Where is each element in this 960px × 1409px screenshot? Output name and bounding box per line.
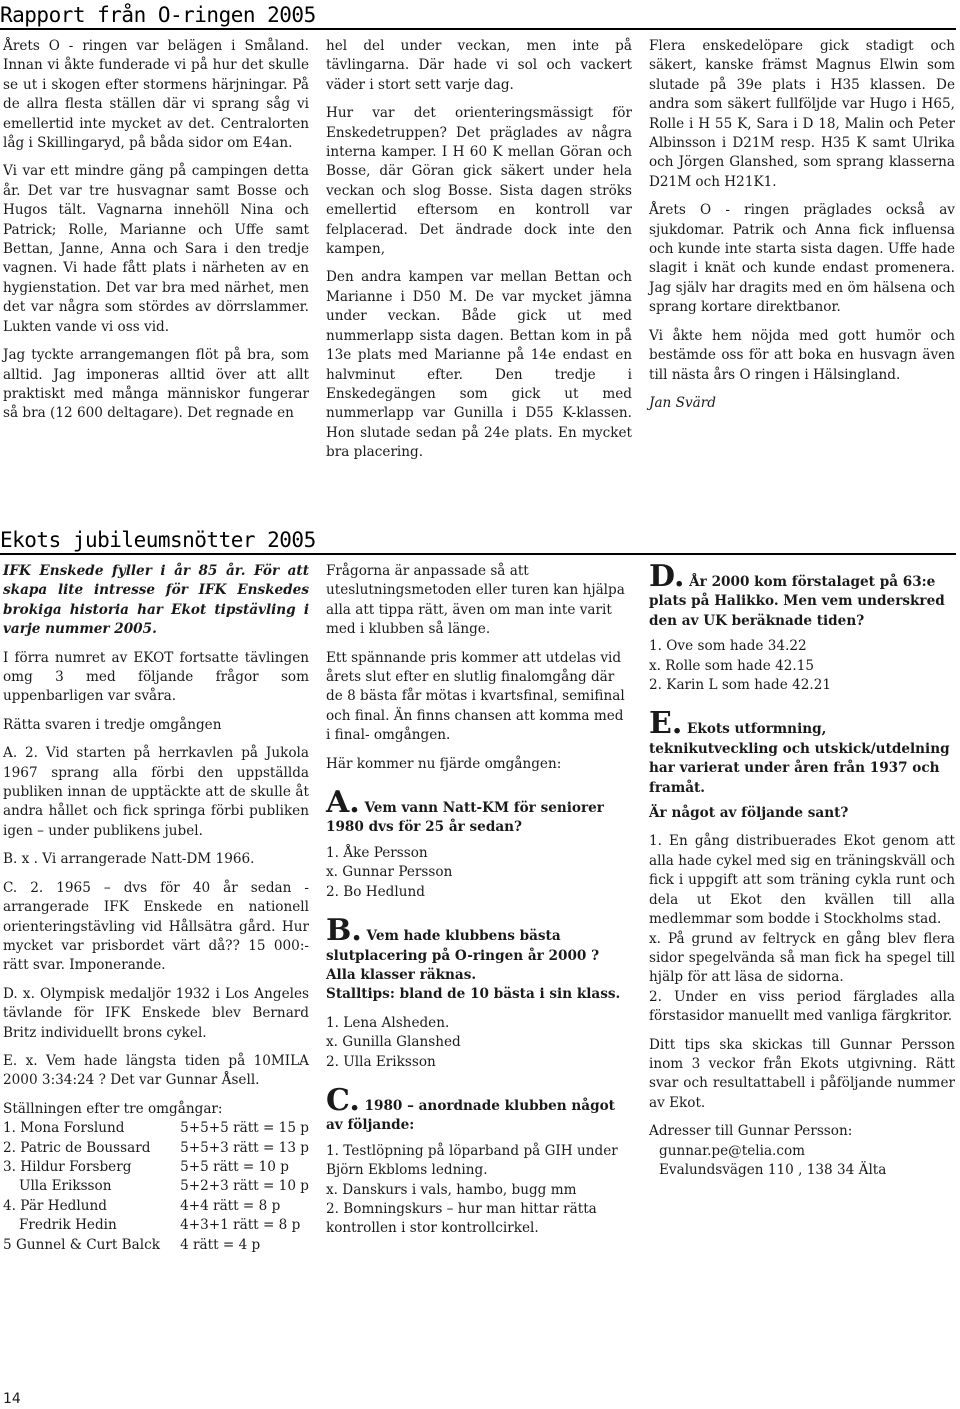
rapport-paragraph: Vi var ett mindre gäng på campingen detta år. Det var tre husvagnar samt Bosse och Hugos tält. Vagnarna innehöll Nina och Patrick; Rolle, Marianne och Uffe samt Bettan, Janne, Anna och Sara i den tredje vagnen. Vi hade fått plats i närheten av en hygienstation. Det var bra med närhet, men det var några som stördes av dörrslammer. Lukten vande vi oss vid. (3, 163, 309, 335)
jubileum-paragraph: Här kommer nu fjärde omgången: (326, 755, 562, 772)
option: 1. Ove som hade 34.22 (649, 638, 807, 655)
rapport-paragraph: Hur var det orienteringsmässigt för Enskedetruppen? Det präglades av några interna kamper. I H 60 K mellan Göran och Bosse, där Göran gick säkert under hela veckan och slog Bosse. Sista dagen ströks emellertid eftersom en kontroll var felplacerad. Det ändrade dock inte den kampen, (326, 105, 632, 258)
option: 2. Bo Hedlund (326, 883, 425, 900)
table-row: 1. Mona Forslund 5+5+5 rätt = 15 p (3, 1120, 309, 1137)
jubileum-heading: Ekots jubileumsnötter 2005 (0, 527, 956, 555)
table-row: 2. Patric de Boussard 5+5+3 rätt = 13 p (3, 1139, 309, 1156)
jubileum-paragraph: Frågorna är anpassade så att uteslutningsmetoden eller turen kan hjälpa alla att tippa rätt, även om man inte varit med i klubben så länge. (326, 563, 625, 638)
jubileum-column-2 (326, 562, 632, 1239)
rapport-paragraph: Jag tyckte arrangemangen flöt på bra, som alltid. Jag imponeras alltid över att allt praktiskt med många människor fungerar så bra (12 600 deltagare). Det regnade en (3, 347, 309, 422)
address-title: Adresser till Gunnar Persson: (649, 1123, 853, 1140)
standings-table (3, 1119, 309, 1255)
rapport-paragraph: hel del under veckan, men inte på tävlingarna. Där hade vi sol och vackert väder i stort sett varje dag. (326, 38, 632, 93)
jubileum-column-3 (649, 559, 956, 1180)
rapport-column-2 (326, 37, 632, 472)
option: x. Rolle som hade 42.15 (649, 657, 815, 674)
question-e-sub: Är något av följande sant? (649, 805, 849, 822)
table-row: Fredrik Hedin 4+3+1 rätt = 8 p (19, 1217, 301, 1234)
page-number: 14 (3, 1391, 21, 1407)
question-a: A. Vem vann Natt-KM för seniorer 1980 dvs för 25 år sedan? (326, 785, 604, 836)
jubileum-paragraph: Ditt tips ska skickas till Gunnar Persson inom 3 veckor från Ekots utgivning. Rätt svar och resultattabell i påföljande nummer av Ekot. (649, 1036, 955, 1111)
option: x. Gunilla Glanshed (326, 1034, 461, 1051)
answer-c: C. 2. 1965 – dvs för 40 år sedan - arrangerade IFK Enskede en nationell orienteringstävling vid Hållsätra gård. Hur mycket var prisbordet värt då?? 15 000:- rätt svar. Imponerande. (3, 879, 309, 974)
jubileum-column-1 (3, 562, 309, 1255)
standings-title: Ställningen efter tre omgångar: (3, 1100, 223, 1117)
option: 2. Karin L som hade 42.21 (649, 677, 832, 694)
option: 1. Åke Persson (326, 844, 428, 861)
answer-a: A. 2. Vid starten på herrkavlen på Jukola 1967 sprang alla förbi den uppställda publiken innan de upptäckte att de skulle åt andra hållet och fick springa förbi publiken igen – under publikens jubel. (3, 745, 309, 839)
question-d: D. År 2000 kom förstalaget på 63:e plats på Halikko. Men vem underskred den av UK beräknade tiden? (649, 559, 945, 629)
option: x. På grund av feltryck en gång blev flera sidor spegelvända så man fick ha spegel till hjälp för att läsa de sidorna. (649, 930, 955, 986)
question-c: C. 1980 – anordnade klubben något av följande: (326, 1082, 615, 1134)
option: 1. Lena Alsheden. (326, 1014, 450, 1031)
table-row: 3. Hildur Forsberg 5+5 rätt = 10 p (3, 1158, 289, 1175)
rapport-column-1 (3, 37, 309, 433)
question-b: B. Vem hade klubbens bästa slutplacering på O-ringen år 2000 ? Alla klasser räknas. (326, 913, 600, 983)
rapport-heading: Rapport från O-ringen 2005 (0, 2, 956, 30)
option: 1. Testlöpning på löparband på GIH under Björn Ekbloms ledning. (326, 1142, 618, 1179)
rapport-paragraph: Årets O - ringen präglades också av sjukdomar. Patrik och Anna fick influensa och kunde inte starta sista dagen. Uffe hade slagit i knät och kunde endast promenera. Jag själv har dragits med en öm hälsena och sprang kortare direktbanor. (649, 202, 955, 316)
intro-text: IFK Enskede fyller i år 85 år. För att skapa lite intresse för IFK Enskedes brokiga historia har Ekot tipstävling i varje nummer 2005. (3, 563, 309, 638)
answer-d: D. x. Olympisk medaljör 1932 i Los Angeles tävlande för IFK Enskede blev Bernard Britz individuellt brons cykel. (3, 985, 309, 1041)
option: 2. Ulla Eriksson (326, 1053, 436, 1070)
option: x. Gunnar Persson (326, 864, 453, 881)
signature: Jan Svärd (649, 394, 716, 411)
rapport-paragraph: Flera enskedelöpare gick stadigt och säkert, kanske främst Magnus Elwin som slutade på 39e plats i H35 klassen. De andra som säkert fullföljde var Hugo i H65, Rolle i H 55 K, Sara i D 18, Malin och Peter Albinsson i D21M resp. H35 K samt Ulrika och Jörgen Glanshed, som sprang klasserna D21M och H21K1. (649, 38, 955, 190)
rapport-column-3 (649, 37, 955, 422)
jubileum-paragraph: Ett spännande pris kommer att utdelas vid årets slut efter en slutlig finalomgång där de 8 bästa får mötas i kvartsfinal, semifinal och final. Än finns chansen att komma med i final- omgången. (326, 649, 625, 744)
option: 2. Bomningskurs – hur man hittar rätta kontrollen i stor kontrollcirkel. (326, 1200, 597, 1237)
email: gunnar.pe@telia.com (659, 1142, 806, 1159)
answer-b: B. x . Vi arrangerade Natt-DM 1966. (3, 851, 255, 868)
rapport-paragraph: Den andra kampen var mellan Bettan och Marianne i D50 M. De var mycket jämna under veckan. Både gick ut med nummerlapp sista dagen. Bettan kom in på 13e plats med Marianne på 14e endast en halvminut efter. Den tredje i Enskedegängen som gick ut med nummerlapp var Gunilla i D55 K-klassen. Hon slutade sedan på 24e plats. En mycket bra placering. (326, 269, 632, 461)
question-b-tip: Stalltips: bland de 10 bästa i sin klass. (326, 986, 621, 1003)
table-row: Ulla Eriksson 5+2+3 rätt = 10 p (19, 1178, 309, 1195)
jubileum-paragraph: I förra numret av EKOT fortsatte tävlingen omg 3 med följande frågor som uppenbarligen var svåra. (3, 649, 309, 705)
rapport-paragraph: Vi åkte hem nöjda med gott humör och bestämde oss för att boka en husvagn även till nästa års O ringen i Hälsingland. (649, 327, 955, 383)
option: 1. En gång distribuerades Ekot genom att alla hade cykel med sig en träningskväll och fick i uppgift att som träning cykla runt och dela ut Ekot den kvällen till alla medlemmar som bodde i Stockholms stad. (649, 833, 956, 928)
option: x. Danskurs i vals, hambo, bugg mm (326, 1181, 577, 1198)
jubileum-paragraph: Rätta svaren i tredje omgången (3, 716, 222, 733)
option: 2. Under en viss period färglades alla förstasidor manuellt med vanliga färgkritor. (649, 988, 955, 1025)
answer-e: E. x. Vem hade längsta tiden på 10MILA 2000 3:34:24 ? Det var Gunnar Åsell. (3, 1052, 309, 1089)
postal-address: Evalundsvägen 110 , 138 34 Älta (659, 1161, 887, 1178)
table-row: 4. Pär Hedlund 4+4 rätt = 8 p (3, 1197, 281, 1214)
rapport-paragraph: Årets O - ringen var belägen i Småland. Innan vi åkte funderade vi på hur det skulle se ut i skogen efter stormens härjningar. På de allra flesta ställen där vi sprang såg vi emellertid inte mycket av det. Centralorten låg i Skillingaryd, på båda sidor om E4an. (3, 38, 309, 152)
table-row: 5 Gunnel & Curt Balck 4 rätt = 4 p (3, 1236, 261, 1253)
question-e: E. Ekots utformning, teknikutveckling och utskick/utdelning har varierat under åren från 1937 och framåt. (649, 706, 950, 796)
